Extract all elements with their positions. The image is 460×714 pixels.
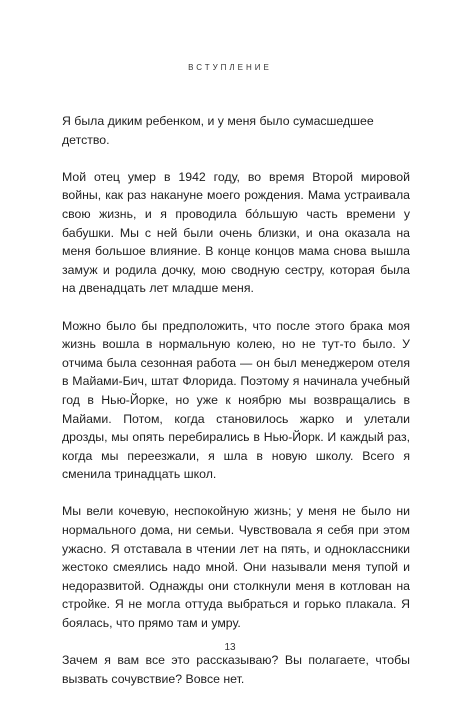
- paragraph-1: Я была диким ребенком, и у меня было сумасшедшее детство.: [62, 114, 374, 147]
- paragraph-2: Мой отец умер в 1942 году, во время Второй мировой войны, как раз накануне моего рождения. Мама устраивала свою жизнь, и я проводила бо́льшую часть времени у бабушки. Мы с ней были очень близки, и она оказала на меня большое влияние. В конце концов мама снова вышла замуж и родила дочку, мою сводную сестру, которая была на двенадцать лет младше меня.: [62, 169, 410, 296]
- page-body: [62, 112, 410, 707]
- paragraph-4: Мы вели кочевую, неспокойную жизнь; у меня не было ни нормального дома, ни семьи. Чувствовала я себя при этом ужасно. Я отставала в чтении лет на пять, и одноклассники жестоко смеялись надо мной. Они называли меня тупой и недоразвитой. Однажды они столкнули меня в котлован на стройке. Я не могла оттуда выбраться и горько плакала. Я боялась, что прямо там и умру.: [62, 504, 410, 631]
- section-header: ВСТУПЛЕНИЕ: [188, 63, 272, 72]
- paragraph-5: Зачем я вам все это рассказываю? Вы полагаете, чтобы вызвать сочувствие? Вовсе нет.: [62, 653, 410, 686]
- paragraph-3: Можно было бы предположить, что после этого брака моя жизнь вошла в нормальную колею, но не тут-то было. У отчима была сезонная работа — он был менеджером отеля в Майами-Бич, штат Флорида. Поэтому я начинала учебный год в Нью-Йорке, но уже к ноябрю мы возвращались в Майами. Потом, когда становилось жарко и улетали дрозды, мы опять перебирались в Нью-Йорк. И каждый раз, когда мы переезжали, я шла в новую школу. Всего я сменила тринадцать школ.: [62, 318, 410, 482]
- page-number: 13: [224, 642, 236, 653]
